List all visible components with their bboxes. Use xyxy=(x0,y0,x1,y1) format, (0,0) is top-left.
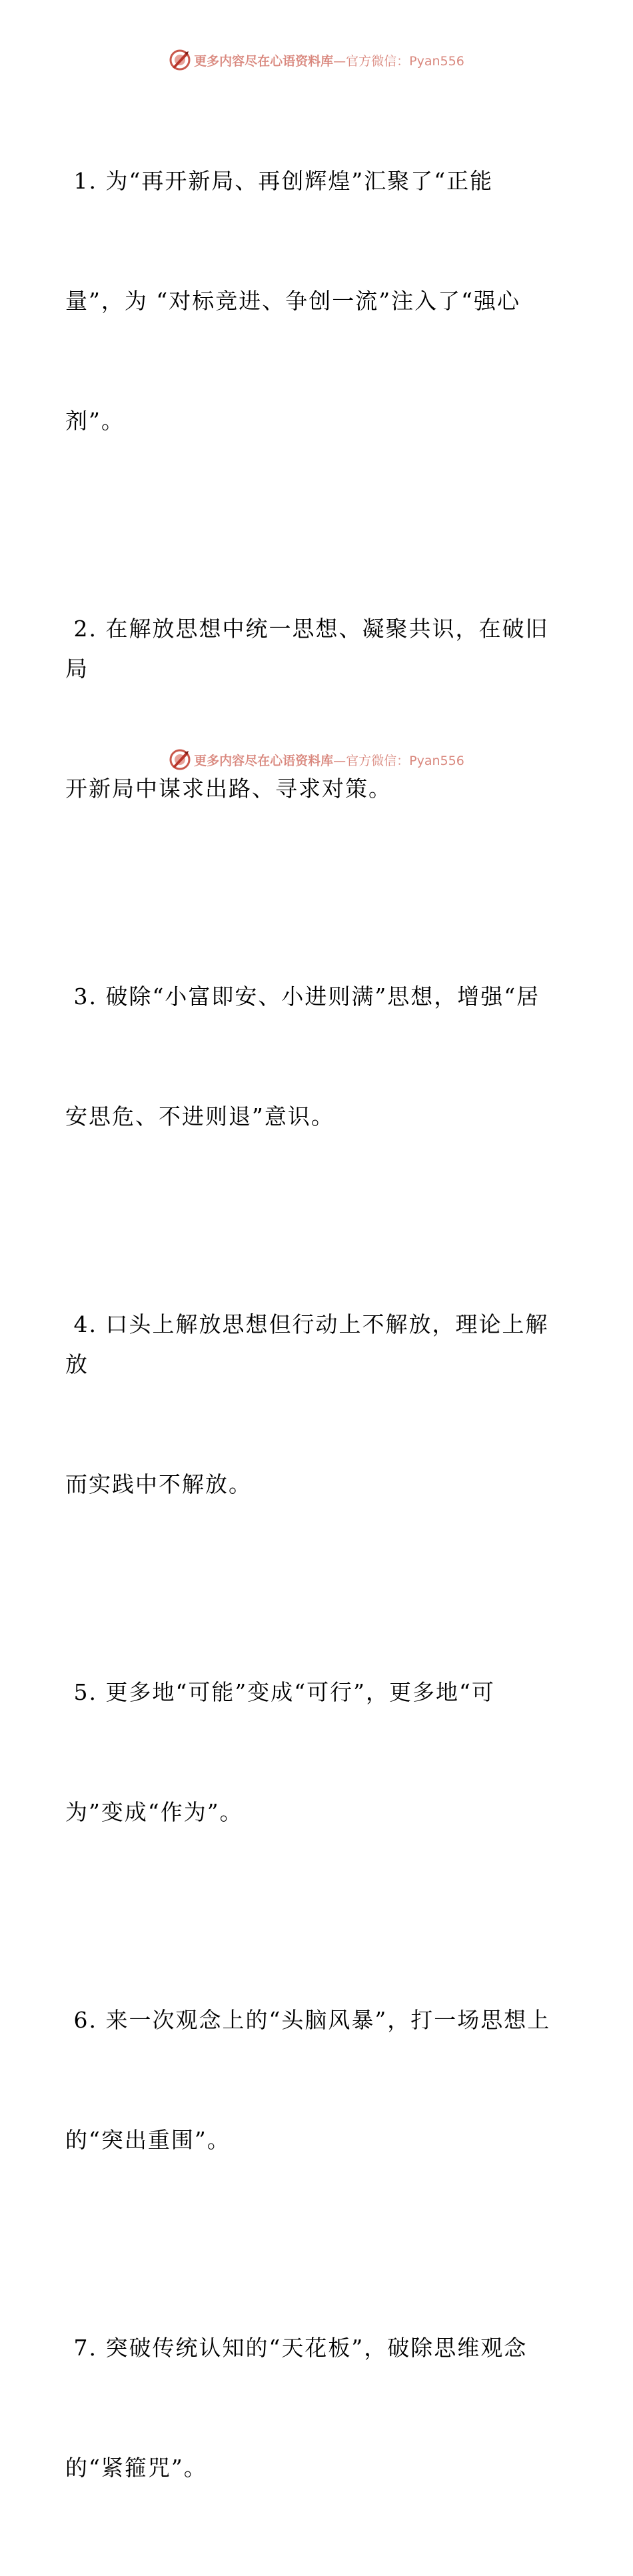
list-item-line: 4. 口头上解放思想但行动上不解放，理论上解放 xyxy=(65,1311,549,1377)
list-item-line: 的“紧箍咒”。 xyxy=(65,2455,207,2481)
list-item-3 xyxy=(65,897,558,1217)
list-item-line: 7. 突破传统认知的“天花板”，破除思维观念 xyxy=(65,2335,528,2361)
list-item-line: 5. 更多地“可能”变成“可行”，更多地“可 xyxy=(65,1679,495,1705)
list-item-6 xyxy=(65,1920,558,2240)
list-item-line: 开新局中谋求出路、寻求对策。 xyxy=(65,776,392,802)
document-body xyxy=(65,81,558,2576)
quill-seal-icon xyxy=(169,748,191,771)
footer-brand-text: 更多内容尽在心语资料库 xyxy=(194,753,334,768)
header-brand-text: 更多内容尽在心语资料库 xyxy=(194,53,334,69)
list-item-1 xyxy=(65,81,558,521)
list-item-line: 而实践中不解放。 xyxy=(65,1471,252,1497)
list-item-line: 为”变成“作为”。 xyxy=(65,1799,243,1825)
header-contact-text: —官方微信：Pyan556 xyxy=(333,53,464,69)
list-item-7 xyxy=(65,2248,558,2568)
list-item-5 xyxy=(65,1593,558,1912)
list-item-line: 3. 破除“小富即安、小进则满”思想，增强“居 xyxy=(65,983,540,1009)
footer-contact-text: —官方微信：Pyan556 xyxy=(333,753,464,768)
quill-seal-icon xyxy=(169,49,191,71)
list-item-2 xyxy=(65,529,558,889)
list-item-line: 量”，为 “对标竞进、争创一流”注入了“强心 xyxy=(65,288,520,314)
footer-banner xyxy=(0,746,633,773)
list-item-line: 2. 在解放思想中统一思想、凝聚共识，在破旧局 xyxy=(65,616,549,682)
header-banner xyxy=(0,47,633,73)
list-item-line: 1. 为“再开新局、再创辉煌”汇聚了“正能 xyxy=(65,168,494,194)
list-item-line: 安思危、不进则退”意识。 xyxy=(65,1103,334,1129)
list-item-line: 6. 来一次观念上的“头脑风暴”，打一场思想上 xyxy=(65,2007,551,2033)
list-item-line: 剂”。 xyxy=(65,408,125,434)
list-item-line: 的“突出重围”。 xyxy=(65,2127,231,2153)
list-item-4 xyxy=(65,1225,558,1585)
